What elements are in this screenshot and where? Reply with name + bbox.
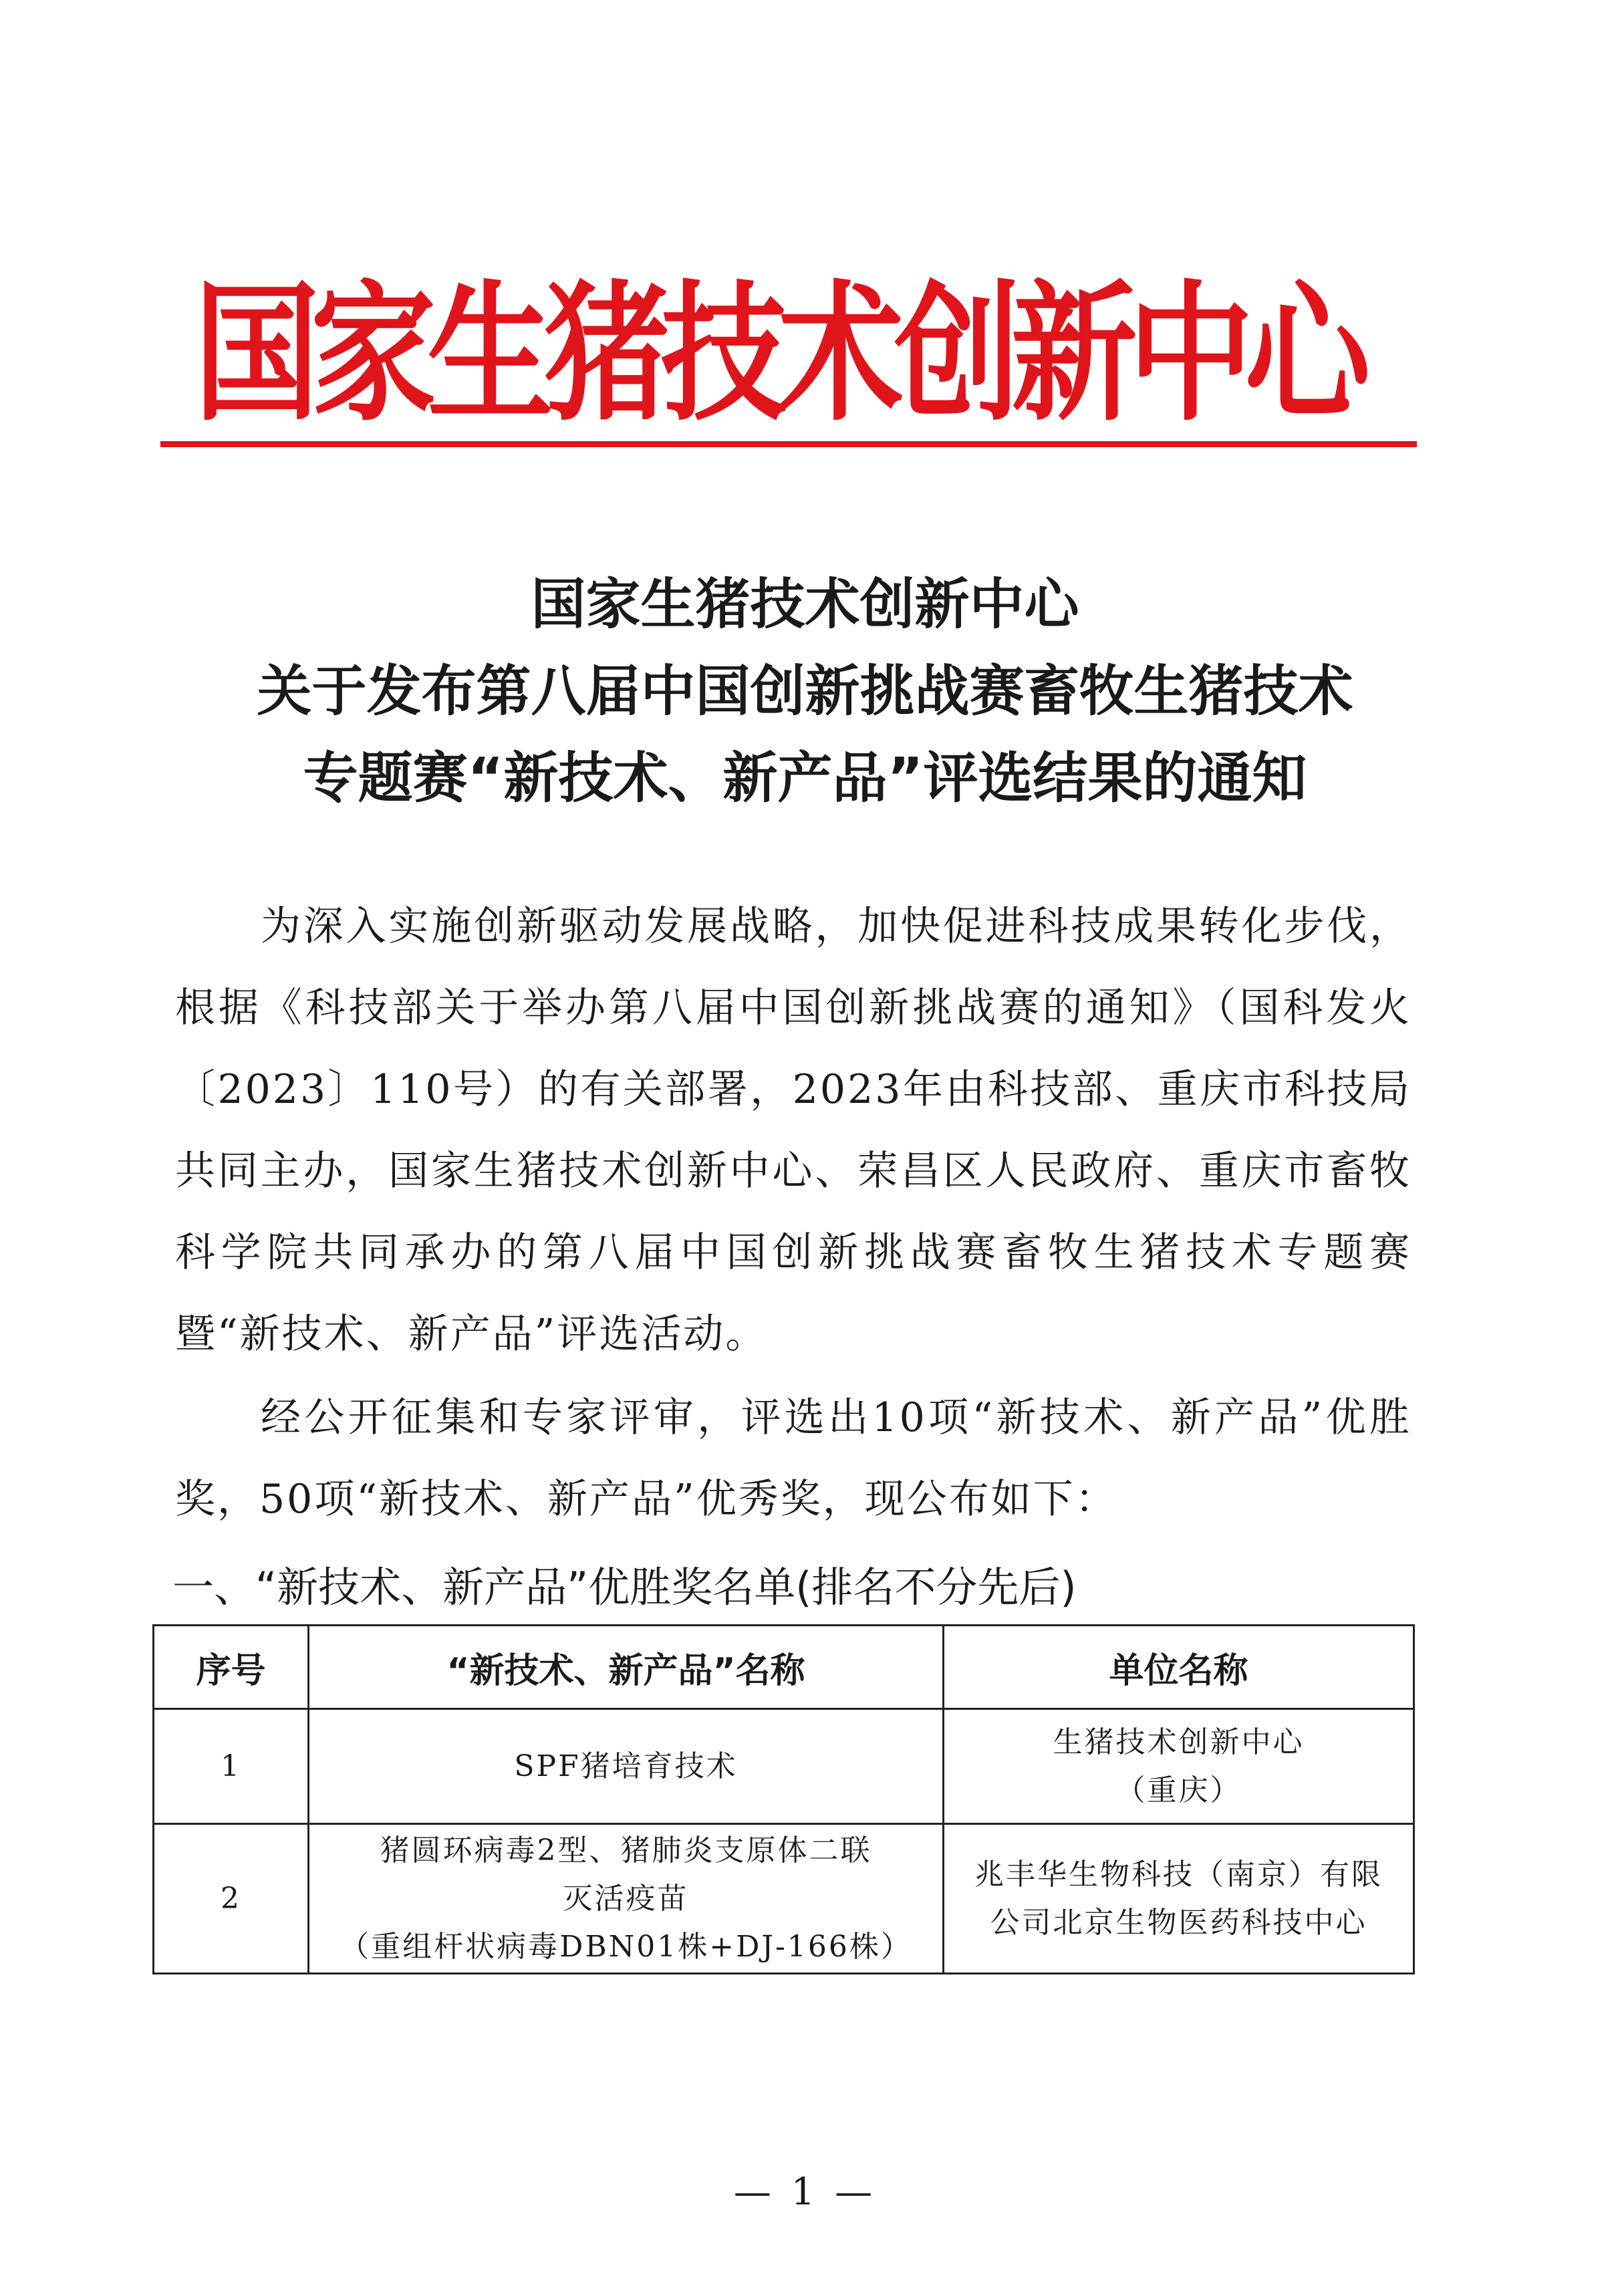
masthead-title: 国家生猪技术创新中心 xyxy=(194,267,1362,441)
row-unit-name xyxy=(944,1824,1414,1974)
notice-title-line-2: 关于发布第八届中国创新挑战赛畜牧生猪技术 xyxy=(257,660,1353,723)
award-table xyxy=(152,1624,1415,1974)
notice-title-line-3: 专题赛“新技术、新产品”评选结果的通知 xyxy=(303,747,1307,810)
product-name-line: （重组杆状病毒DBN01株+DJ-166株） xyxy=(340,1929,912,1964)
unit-name-line: 兆丰华生物科技（南京）有限 xyxy=(974,1857,1383,1892)
unit-name-line: 公司北京生物医药科技中心 xyxy=(990,1905,1367,1940)
row-serial: 1 xyxy=(154,1709,309,1824)
row-product-name xyxy=(309,1709,944,1824)
unit-name-line: 生猪技术创新中心 xyxy=(1053,1725,1305,1759)
header-product-name: “新技术、新产品”名称 xyxy=(309,1626,944,1709)
notice-title-line-1: 国家生猪技术创新中心 xyxy=(531,573,1079,636)
masthead-red-rule xyxy=(160,441,1417,447)
row-serial: 2 xyxy=(154,1824,309,1974)
product-name-line: 灭活疫苗 xyxy=(563,1881,689,1916)
table-header-row xyxy=(154,1626,1414,1709)
table-row xyxy=(154,1709,1414,1824)
product-name-line: SPF猪培育技术 xyxy=(514,1749,738,1783)
header-unit-name: 单位名称 xyxy=(944,1626,1414,1709)
body-paragraph-2: 经公开征集和专家评审，评选出10项“新技术、新产品”优胜奖，50项“新技术、新产品”优秀奖，现公布如下： xyxy=(175,1394,1412,1523)
product-name-line: 猪圆环病毒2型、猪肺炎支原体二联 xyxy=(380,1833,872,1868)
table-row xyxy=(154,1824,1414,1974)
section-heading: 一、“新技术、新产品”优胜奖名单(排名不分先后) xyxy=(172,1563,1077,1612)
body-paragraph-1: 为深入实施创新驱动发展战略，加快促进科技成果转化步伐，根据《科技部关于举办第八届中国创新挑战赛的通知》（国科发火〔2023〕110号）的有关部署，2023年由科技部、重庆市科技局共同主办，国家生猪技术创新中心、荣昌区人民政府、重庆市畜牧科学院共同承办的第八届中国创新挑战赛畜牧生猪技术专题赛暨“新技术、新产品”评选活动。 xyxy=(175,903,1412,1358)
page-number: — 1 — xyxy=(733,2170,877,2214)
header-serial: 序号 xyxy=(154,1626,309,1709)
row-unit-name xyxy=(944,1709,1414,1824)
unit-name-line: （重庆） xyxy=(1115,1773,1242,1807)
row-product-name xyxy=(309,1824,944,1974)
